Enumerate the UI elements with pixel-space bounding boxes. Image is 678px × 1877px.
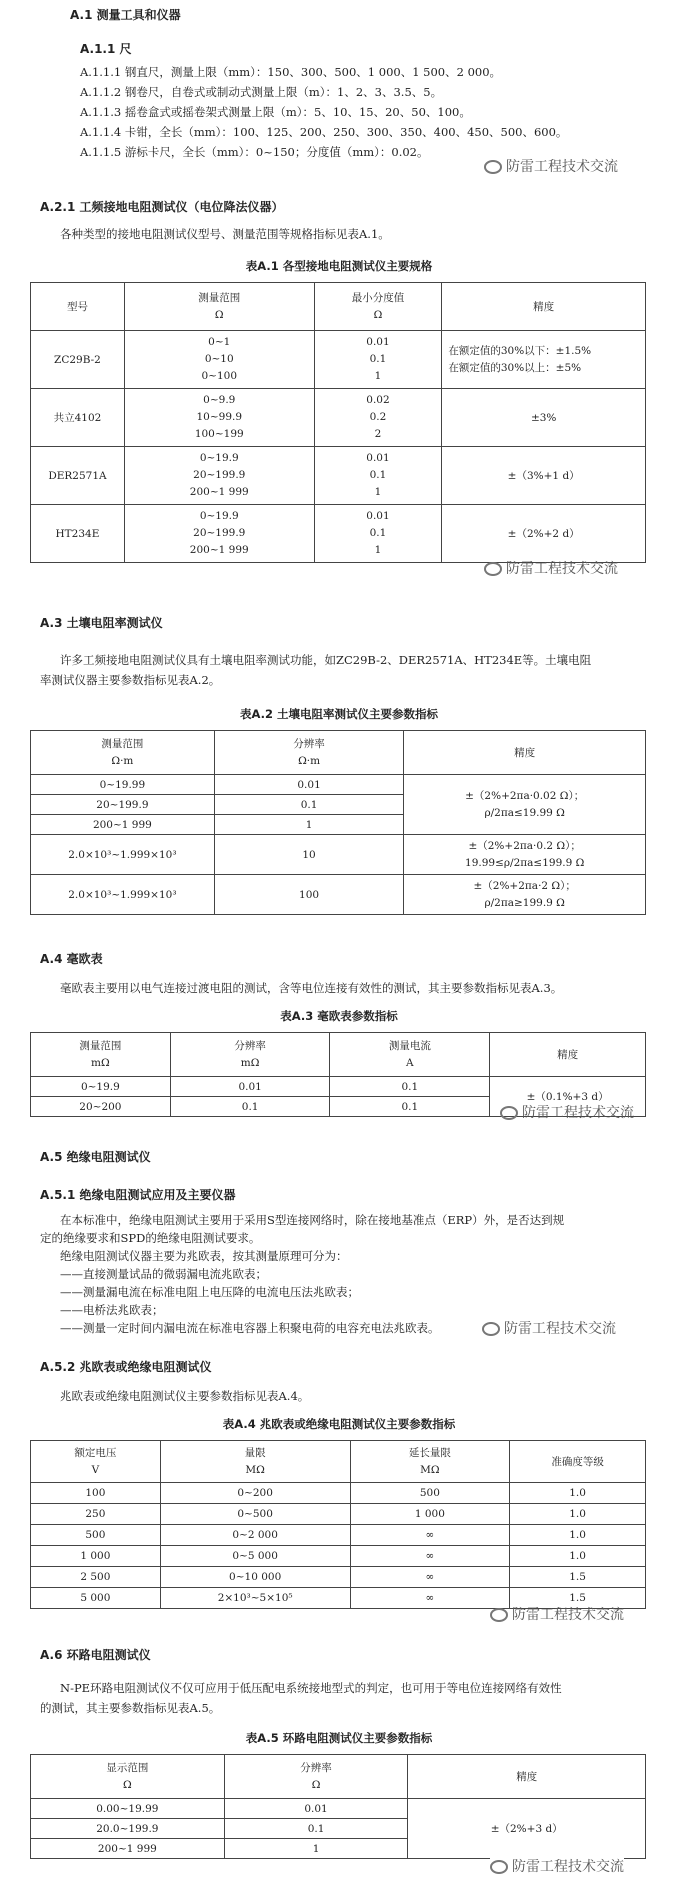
table-row <box>31 331 646 389</box>
table-cell: 0~500 <box>160 1504 350 1525</box>
table-row <box>31 1525 646 1546</box>
table-cell: 0.01 0.1 1 <box>314 505 442 563</box>
table-cell: 0~5 000 <box>160 1546 350 1567</box>
section-title-a3: A.3 土壤电阻率测试仪 <box>40 616 163 630</box>
table-cell: 20~200 <box>31 1097 171 1117</box>
header-cell: 精度 <box>442 283 646 331</box>
header-cell: 分辨率 mΩ <box>170 1033 330 1077</box>
header-cell: 测量范围 mΩ <box>31 1033 171 1077</box>
table-cell: ∞ <box>350 1525 510 1546</box>
table-cell: 500 <box>350 1483 510 1504</box>
table-row <box>31 1077 646 1097</box>
table-cell: ZC29B-2 <box>31 331 125 389</box>
table-cell: ±（2%+2πa·0.02 Ω）； ρ/2πa≤19.99 Ω <box>404 775 646 835</box>
section-title-a5: A.5 绝缘电阻测试仪 <box>40 1150 151 1164</box>
header-cell: 精度 <box>408 1755 646 1799</box>
table-a4 <box>30 1440 646 1609</box>
table-cell: 250 <box>31 1504 161 1525</box>
paragraph: 率测试仪器主要参数指标见表A.2。 <box>40 673 221 687</box>
table-row <box>31 775 646 795</box>
header-cell: 准确度等级 <box>510 1441 646 1483</box>
table-cell: 1 <box>224 1839 408 1859</box>
header-cell: 测量电流 A <box>330 1033 490 1077</box>
table-cell: 0.01 0.1 1 <box>314 447 442 505</box>
table-row <box>31 1567 646 1588</box>
table-cell: 0.1 <box>170 1097 330 1117</box>
table-cell: 0~19.99 <box>31 775 215 795</box>
wechat-icon <box>484 160 502 174</box>
header-cell: 型号 <box>31 283 125 331</box>
table-cell: 0.01 <box>224 1799 408 1819</box>
list-item: A.1.1.3 摇卷盒式或摇卷架式测量上限（m）：5、10、15、20、50、100。 <box>80 105 471 119</box>
table-cell: 0~19.9 <box>31 1077 171 1097</box>
section-title-a1: A.1 测量工具和仪器 <box>70 8 181 22</box>
table-cell: 0.1 <box>330 1077 490 1097</box>
paragraph: 在本标准中，绝缘电阻测试主要用于采用S型连接网络时，除在接地基准点（ERP）外，是否达到规 <box>60 1213 565 1227</box>
table-cell: ±（3%+1 d） <box>442 447 646 505</box>
table-cell: 500 <box>31 1525 161 1546</box>
table-cell: 1.0 <box>510 1504 646 1525</box>
table-cell: 0.01 <box>214 775 404 795</box>
list-item: A.1.1.4 卡钳，全长（mm）：100、125、200、250、300、350、400、450、500、600。 <box>80 125 568 139</box>
header-cell: 精度 <box>490 1033 646 1077</box>
table-cell: 0~10 000 <box>160 1567 350 1588</box>
table-cell: 10 <box>214 835 404 875</box>
table-cell: 2.0×10³~1.999×10³ <box>31 835 215 875</box>
table-cell: ±（2%+3 d） <box>408 1799 646 1859</box>
paragraph: 毫欧表主要用以电气连接过渡电阻的测试，含等电位连接有效性的测试，其主要参数指标见表A.3。 <box>60 981 563 995</box>
watermark: 防雷工程技术交流 <box>484 558 618 578</box>
paragraph: 定的绝缘要求和SPD的绝缘电阻测试要求。 <box>40 1231 261 1245</box>
header-cell: 测量范围 Ω·m <box>31 731 215 775</box>
header-cell: 最小分度值 Ω <box>314 283 442 331</box>
table-row <box>31 1799 646 1819</box>
table-cell: 1.5 <box>510 1588 646 1609</box>
header-cell: 分辨率 Ω <box>224 1755 408 1799</box>
table-cell: 2 500 <box>31 1567 161 1588</box>
table-cell: 1.0 <box>510 1546 646 1567</box>
list-item: ——测量漏电流在标准电阻上电压降的电流电压法兆欧表； <box>60 1285 359 1299</box>
table-cell: ∞ <box>350 1588 510 1609</box>
list-item: ——电桥法兆欧表； <box>60 1303 164 1317</box>
section-title-a21: A.2.1 工频接地电阻测试仪（电位降法仪器） <box>40 200 284 214</box>
table-row <box>31 1504 646 1525</box>
watermark: 防雷工程技术交流 <box>490 1856 624 1876</box>
header-cell: 精度 <box>404 731 646 775</box>
section-title-a4: A.4 毫欧表 <box>40 952 103 966</box>
wechat-icon <box>500 1106 518 1120</box>
table-cell: 20.0~199.9 <box>31 1819 225 1839</box>
table-row <box>31 1546 646 1567</box>
watermark: 防雷工程技术交流 <box>484 156 618 176</box>
table-cell: 0~2 000 <box>160 1525 350 1546</box>
table-cell: ±3% <box>442 389 646 447</box>
header-cell: 分辨率 Ω·m <box>214 731 404 775</box>
table-cell: 0.01 <box>170 1077 330 1097</box>
watermark: 防雷工程技术交流 <box>482 1318 616 1338</box>
table-cell: HT234E <box>31 505 125 563</box>
table-caption: 表A.2 土壤电阻率测试仪主要参数指标 <box>240 707 438 721</box>
paragraph: N-PE环路电阻测试仪不仅可应用于低压配电系统接地型式的判定，也可用于等电位连接网络有效性 <box>60 1681 562 1695</box>
table-cell: 20~199.9 <box>31 795 215 815</box>
table-cell: 共立4102 <box>31 389 125 447</box>
table-cell: 200~1 999 <box>31 815 215 835</box>
table-cell: 0~19.9 20~199.9 200~1 999 <box>124 505 314 563</box>
table-cell: 0.1 <box>224 1819 408 1839</box>
table-cell: 100 <box>214 875 404 915</box>
table-cell: ±（0.1%+3 d） <box>490 1077 646 1117</box>
header-cell: 量限 MΩ <box>160 1441 350 1483</box>
table-row <box>31 389 646 447</box>
table-cell: 0.00~19.99 <box>31 1799 225 1819</box>
table-cell: 0~200 <box>160 1483 350 1504</box>
list-item: ——测量一定时间内漏电流在标准电容器上积聚电荷的电容充电法兆欧表。 <box>60 1321 440 1335</box>
table-cell: 0~1 0~10 0~100 <box>124 331 314 389</box>
table-cell: 0.02 0.2 2 <box>314 389 442 447</box>
table-cell: ±（2%+2 d） <box>442 505 646 563</box>
list-item: ——直接测量试品的微弱漏电流兆欧表； <box>60 1267 267 1281</box>
header-cell: 测量范围 Ω <box>124 283 314 331</box>
table-cell: 1 <box>214 815 404 835</box>
list-item: A.1.1.2 钢卷尺，自卷式或制动式测量上限（m）：1、2、3、3.5、5。 <box>80 85 443 99</box>
table-cell: ±（2%+2πa·0.2 Ω）； 19.99≤ρ/2πa≤199.9 Ω <box>404 835 646 875</box>
section-title-a6: A.6 环路电阻测试仪 <box>40 1648 151 1662</box>
table-cell: 0.1 <box>330 1097 490 1117</box>
subsection-title-a11: A.1.1 尺 <box>80 42 132 56</box>
table-cell: ∞ <box>350 1546 510 1567</box>
table-cell: 1.0 <box>510 1525 646 1546</box>
table-caption: 表A.1 各型接地电阻测试仪主要规格 <box>245 259 433 273</box>
table-cell: DER2571A <box>31 447 125 505</box>
header-cell: 额定电压 V <box>31 1441 161 1483</box>
table-cell: 1 000 <box>31 1546 161 1567</box>
table-row <box>31 835 646 875</box>
table-cell: ±（2%+2πa·2 Ω）； ρ/2πa≥199.9 Ω <box>404 875 646 915</box>
paragraph: 许多工频接地电阻测试仪具有土壤电阻率测试功能，如ZC29B-2、DER2571A、HT234E等。土壤电阻 <box>60 653 592 667</box>
watermark: 防雷工程技术交流 <box>500 1102 634 1122</box>
table-cell: 100 <box>31 1483 161 1504</box>
wechat-icon <box>484 562 502 576</box>
table-cell: 0.01 0.1 1 <box>314 331 442 389</box>
table-cell: 5 000 <box>31 1588 161 1609</box>
subsection-title-a52: A.5.2 兆欧表或绝缘电阻测试仪 <box>40 1360 212 1374</box>
table-cell: 2×10³~5×10⁵ <box>160 1588 350 1609</box>
table-cell: 200~1 999 <box>31 1839 225 1859</box>
table-cell: 0~19.9 20~199.9 200~1 999 <box>124 447 314 505</box>
table-a1 <box>30 282 646 563</box>
table-caption: 表A.3 毫欧表参数指标 <box>280 1009 398 1023</box>
list-item: A.1.1.1 钢直尺，测量上限（mm）：150、300、500、1 000、1 500、2 000。 <box>80 65 502 79</box>
watermark: 防雷工程技术交流 <box>490 1604 624 1624</box>
table-cell: 2.0×10³~1.999×10³ <box>31 875 215 915</box>
paragraph: 兆欧表或绝缘电阻测试仪主要参数指标见表A.4。 <box>60 1389 310 1403</box>
table-row <box>31 505 646 563</box>
table-cell: 0.1 <box>214 795 404 815</box>
paragraph: 绝缘电阻测试仪器主要为兆欧表，按其测量原理可分为： <box>60 1249 348 1263</box>
table-cell: 1 000 <box>350 1504 510 1525</box>
subsection-title-a51: A.5.1 绝缘电阻测试应用及主要仪器 <box>40 1188 236 1202</box>
paragraph: 的测试，其主要参数指标见表A.5。 <box>40 1701 221 1715</box>
table-caption: 表A.5 环路电阻测试仪主要参数指标 <box>245 1731 433 1745</box>
table-row <box>31 447 646 505</box>
table-row <box>31 875 646 915</box>
wechat-icon <box>490 1860 508 1874</box>
table-cell: 0~9.9 10~99.9 100~199 <box>124 389 314 447</box>
header-cell: 显示范围 Ω <box>31 1755 225 1799</box>
header-cell: 延长量限 MΩ <box>350 1441 510 1483</box>
table-cell: 1.0 <box>510 1483 646 1504</box>
table-a2 <box>30 730 646 915</box>
list-item: A.1.1.5 游标卡尺，全长（mm）：0~150；分度值（mm）：0.02。 <box>80 145 429 159</box>
paragraph: 各种类型的接地电阻测试仪型号、测量范围等规格指标见表A.1。 <box>60 227 390 241</box>
table-caption: 表A.4 兆欧表或绝缘电阻测试仪主要参数指标 <box>222 1417 456 1431</box>
table-a5 <box>30 1754 646 1859</box>
wechat-icon <box>482 1322 500 1336</box>
table-row <box>31 1483 646 1504</box>
wechat-icon <box>490 1608 508 1622</box>
table-cell: 在额定值的30%以下：±1.5% 在额定值的30%以上：±5% <box>442 331 646 389</box>
table-cell: ∞ <box>350 1567 510 1588</box>
table-cell: 1.5 <box>510 1567 646 1588</box>
